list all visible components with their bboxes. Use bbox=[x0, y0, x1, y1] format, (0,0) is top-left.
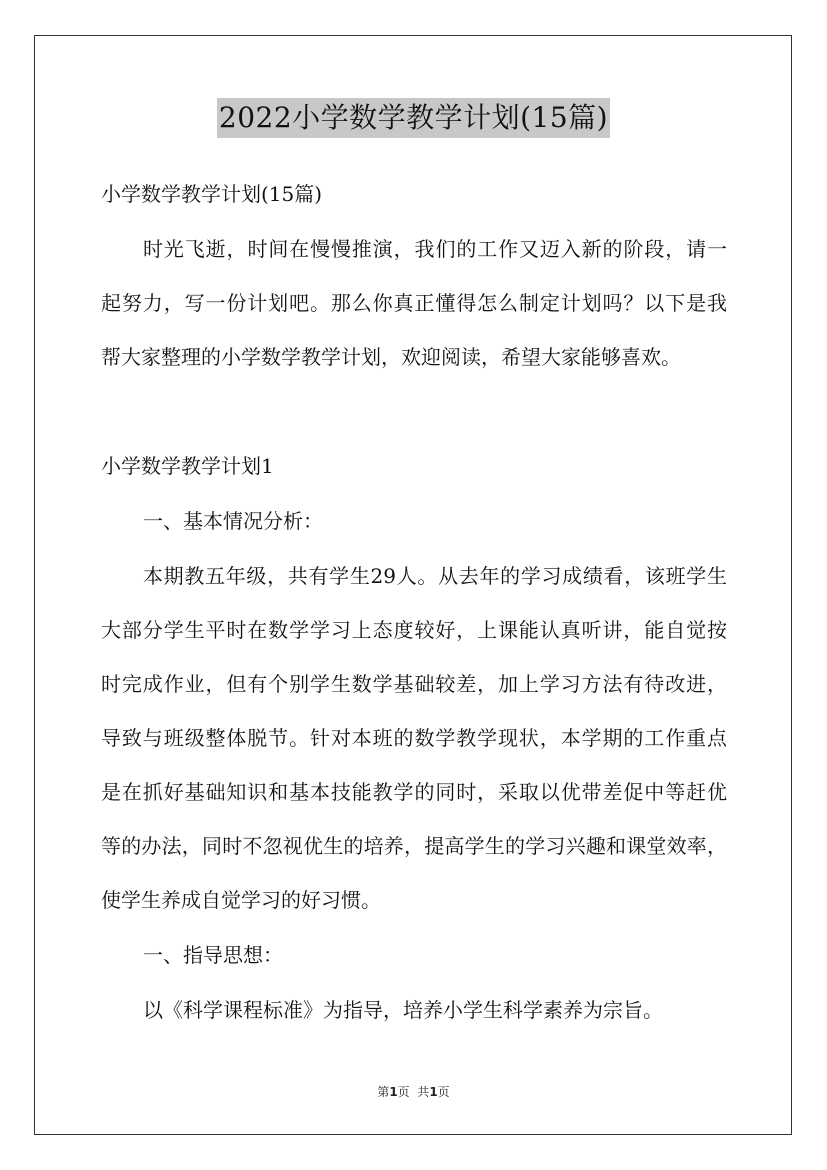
footer-prefix: 第 bbox=[377, 1085, 390, 1099]
section-title: 小学数学教学计划1 bbox=[101, 454, 274, 478]
footer-suffix: 页 bbox=[437, 1085, 450, 1099]
body-line-5: 是在抓好基础知识和基本技能教学的同时，采取以优带差促中等赶优 bbox=[101, 780, 727, 804]
intro-line-1: 时光飞逝，时间在慢慢推演，我们的工作又迈入新的阶段，请一 bbox=[143, 237, 727, 261]
footer-page-number: 1 bbox=[389, 1085, 398, 1099]
document-title: 2022小学数学教学计划(15篇) bbox=[217, 98, 610, 138]
heading-guiding-ideology: 一、指导思想： bbox=[143, 943, 283, 967]
guiding-line: 以《科学课程标准》为指导，培养小学生科学素养为宗旨。 bbox=[143, 998, 663, 1022]
body-line-7: 使学生养成自觉学习的好习惯。 bbox=[101, 888, 381, 912]
body-line-3: 时完成作业，但有个别学生数学基础较差，加上学习方法有待改进， bbox=[101, 672, 727, 696]
heading-basic-analysis: 一、基本情况分析： bbox=[143, 509, 323, 533]
intro-line-2: 起努力，写一份计划吧。那么你真正懂得怎么制定计划吗？以下是我 bbox=[101, 291, 727, 315]
footer-page-total: 1 bbox=[429, 1085, 438, 1099]
document-subtitle: 小学数学教学计划(15篇) bbox=[101, 182, 323, 206]
body-line-1: 本期教五年级，共有学生29人。从去年的学习成绩看，该班学生 bbox=[143, 564, 727, 588]
footer-mid: 页 共 bbox=[397, 1085, 430, 1099]
page-footer bbox=[0, 1083, 827, 1100]
body-line-4: 导致与班级整体脱节。针对本班的数学教学现状，本学期的工作重点 bbox=[101, 726, 727, 750]
intro-line-3: 帮大家整理的小学数学教学计划，欢迎阅读，希望大家能够喜欢。 bbox=[101, 345, 681, 369]
title-container bbox=[0, 98, 827, 138]
body-line-6: 等的办法，同时不忽视优生的培养，提高学生的学习兴趣和课堂效率， bbox=[101, 834, 727, 858]
body-line-2: 大部分学生平时在数学学习上态度较好，上课能认真听讲，能自觉按 bbox=[101, 618, 727, 642]
